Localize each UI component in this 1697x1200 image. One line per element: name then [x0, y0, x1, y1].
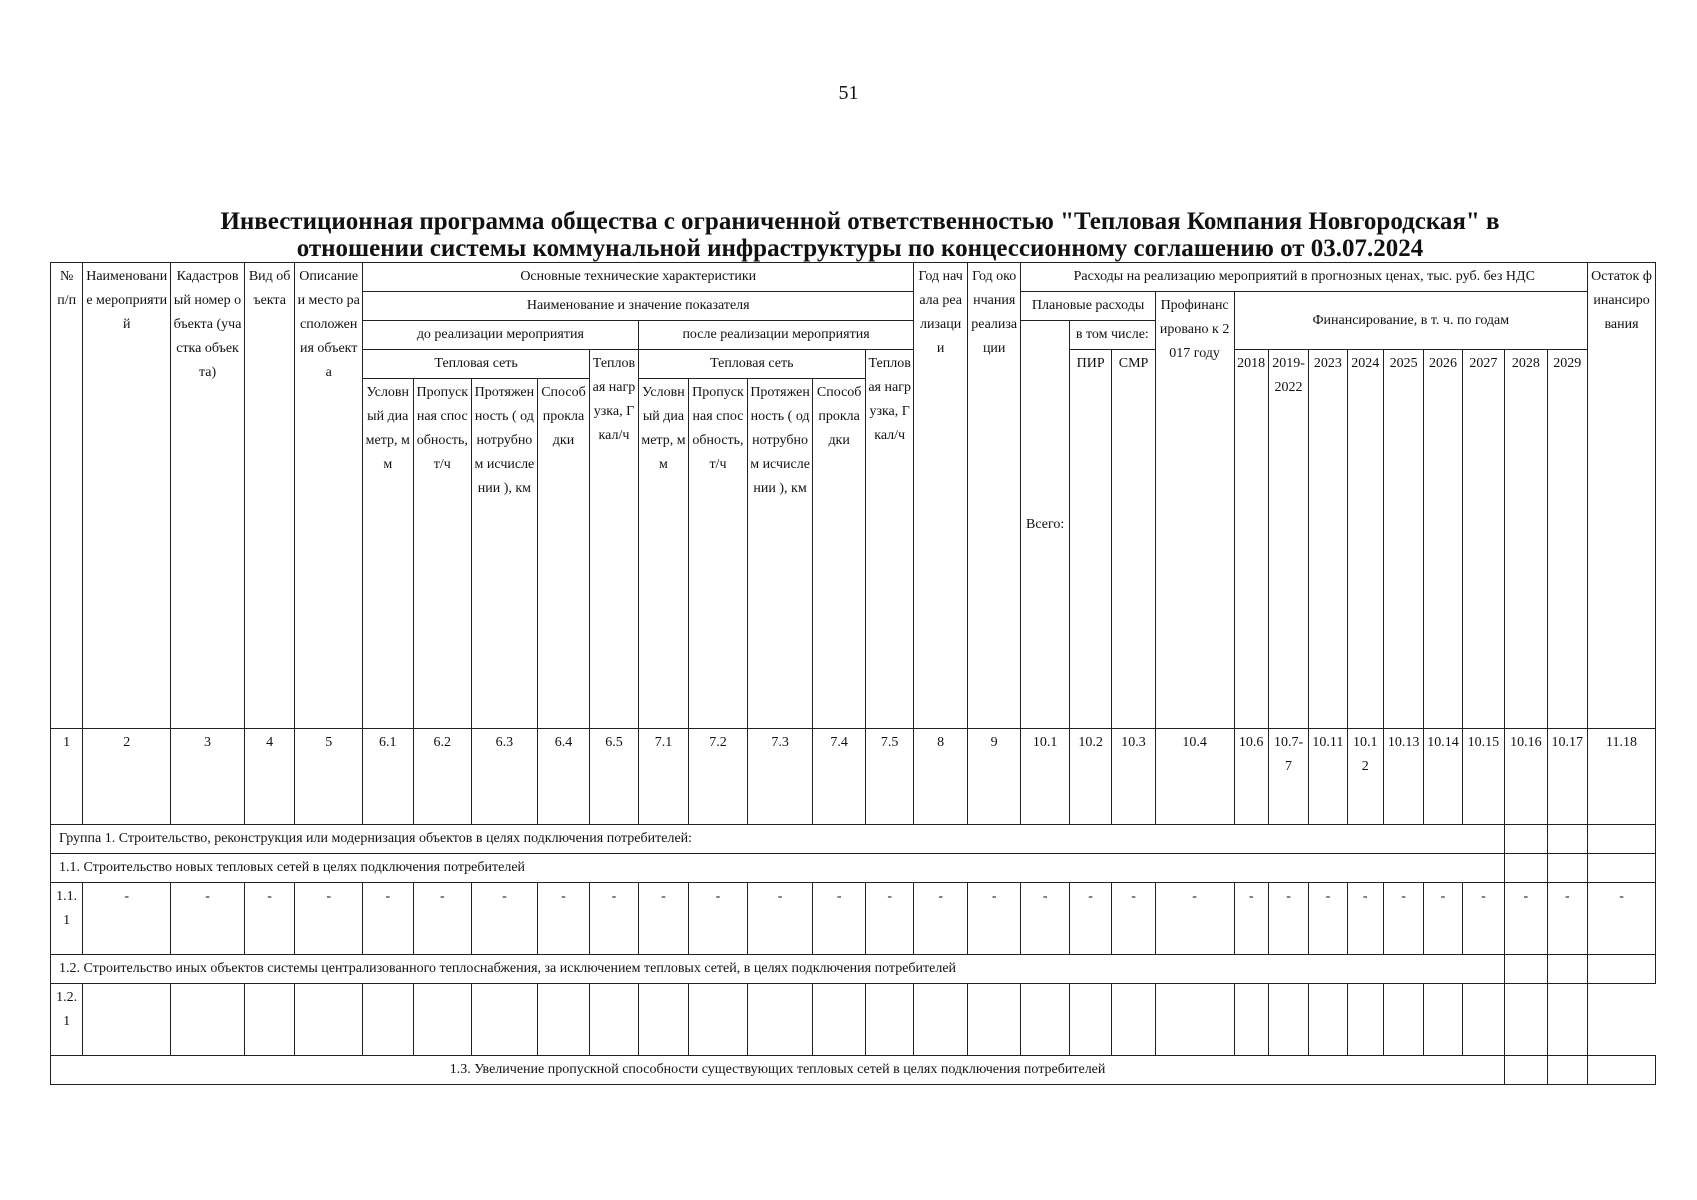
header-capacity-before: Пропускная способность, т/ч — [413, 379, 472, 729]
header-kind: Вид объекта — [244, 263, 294, 729]
empty-cell — [813, 984, 866, 1056]
row-1-1-1-cell: - — [1588, 883, 1656, 955]
header-method-after: Способ прокладки — [813, 379, 866, 729]
empty-cell — [1505, 984, 1547, 1056]
col-num-10-11: 10.11 — [1309, 729, 1347, 825]
empty-cell — [363, 984, 413, 1056]
empty-cell — [1021, 984, 1069, 1056]
col-num-6-1: 6.1 — [363, 729, 413, 825]
row-1-1-1-cell: - — [1069, 883, 1111, 955]
empty-cell — [83, 984, 171, 1056]
subsection-1-1-title: 1.1. Строительство новых тепловых сетей в целях подключения потребителей — [51, 854, 1505, 883]
col-num-6-4: 6.4 — [537, 729, 590, 825]
empty-cell — [1069, 984, 1111, 1056]
empty-cell — [1268, 984, 1308, 1056]
subsection-1-3-title: 1.3. Увеличение пропускной способности существующих тепловых сетей в целях подключения потребителей — [51, 1056, 1505, 1085]
header-year-2025: 2025 — [1383, 350, 1423, 729]
header-capacity-after: Пропускная способность, т/ч — [689, 379, 748, 729]
header-year-2028: 2028 — [1505, 350, 1547, 729]
row-1-1-1-cell: - — [1547, 883, 1588, 955]
empty-cell — [1505, 1056, 1547, 1085]
row-1-1-1-cell: - — [413, 883, 472, 955]
empty-cell — [1547, 825, 1588, 854]
row-1-1-1-cell: - — [244, 883, 294, 955]
subsection-1-1-row — [51, 854, 1656, 883]
col-num-11-18: 11.18 — [1588, 729, 1656, 825]
header-expenses: Расходы на реализацию мероприятий в прогнозных ценах, тыс. руб. без НДС — [1021, 263, 1588, 292]
col-num-6-2: 6.2 — [413, 729, 472, 825]
header-year-2026: 2026 — [1424, 350, 1462, 729]
col-num-10-1: 10.1 — [1021, 729, 1069, 825]
empty-cell — [1424, 984, 1462, 1056]
document-title — [110, 208, 1610, 262]
row-1-1-1-cell: - — [689, 883, 748, 955]
col-num-10-6: 10.6 — [1234, 729, 1268, 825]
row-1-1-1-cell: - — [638, 883, 688, 955]
header-pir: ПИР — [1069, 350, 1111, 729]
col-num-10-12: 10.12 — [1347, 729, 1383, 825]
col-num-6-5: 6.5 — [590, 729, 638, 825]
header-description: Описание и место расположения объекта — [295, 263, 363, 729]
empty-cell — [1588, 825, 1656, 854]
row-1-1-1-cell: - — [813, 883, 866, 955]
row-1-1-1-num: 1.1.1 — [51, 883, 83, 955]
empty-cell — [413, 984, 472, 1056]
header-indicator: Наименование и значение показателя — [363, 292, 914, 321]
empty-cell — [865, 984, 914, 1056]
subsection-1-2-title: 1.2. Строительство иных объектов системы централизованного теплоснабжения, за исключением тепловых сетей, в целях подключения потребителей — [51, 955, 1505, 984]
header-heat-load-after: Тепловая нагрузка, Гкал/ч — [865, 350, 914, 729]
col-num-10-2: 10.2 — [1069, 729, 1111, 825]
subsection-1-3-row — [51, 1056, 1656, 1085]
col-num-4: 4 — [244, 729, 294, 825]
header-total: Всего: — [1021, 321, 1069, 729]
header-after: после реализации мероприятия — [638, 321, 914, 350]
col-num-6-3: 6.3 — [472, 729, 538, 825]
row-1-1-1-cell: - — [590, 883, 638, 955]
empty-cell — [1347, 984, 1383, 1056]
col-num-5: 5 — [295, 729, 363, 825]
row-1-1-1-cell: - — [1268, 883, 1308, 955]
header-financed: Профинансировано к 2017 году — [1155, 292, 1234, 729]
col-num-7-4: 7.4 — [813, 729, 866, 825]
table-row-1-2-1 — [51, 984, 1656, 1056]
header-year-end: Год окончания реализации — [967, 263, 1021, 729]
investment-program-table — [50, 262, 1656, 1085]
header-num: № п/п — [51, 263, 83, 729]
col-num-1: 1 — [51, 729, 83, 825]
header-year-start: Год начала реализации — [914, 263, 968, 729]
row-1-1-1-cell: - — [967, 883, 1021, 955]
empty-cell — [1505, 854, 1547, 883]
header-before: до реализации мероприятия — [363, 321, 639, 350]
header-heat-network-after: Тепловая сеть — [638, 350, 865, 379]
empty-cell — [1505, 955, 1547, 984]
row-1-1-1-cell: - — [1347, 883, 1383, 955]
header-tech: Основные технические характеристики — [363, 263, 914, 292]
empty-cell — [638, 984, 688, 1056]
header-year-2019-2022: 2019-2022 — [1268, 350, 1308, 729]
row-1-1-1-cell: - — [1383, 883, 1423, 955]
empty-cell — [1547, 854, 1588, 883]
col-num-10-14: 10.14 — [1424, 729, 1462, 825]
empty-cell — [537, 984, 590, 1056]
empty-cell — [689, 984, 748, 1056]
empty-cell — [1383, 984, 1423, 1056]
col-num-10-16: 10.16 — [1505, 729, 1547, 825]
header-name: Наименование мероприятий — [83, 263, 171, 729]
header-financing: Финансирование, в т. ч. по годам — [1234, 292, 1588, 350]
header-year-2027: 2027 — [1462, 350, 1504, 729]
row-1-1-1-cell: - — [1309, 883, 1347, 955]
header-year-2023: 2023 — [1309, 350, 1347, 729]
col-num-10-3: 10.3 — [1112, 729, 1155, 825]
col-num-7-5: 7.5 — [865, 729, 914, 825]
row-1-1-1-cell: - — [1234, 883, 1268, 955]
header-length-before: Протяженность ( однотрубном исчислении ), км — [472, 379, 538, 729]
empty-cell — [171, 984, 245, 1056]
empty-cell — [295, 984, 363, 1056]
empty-cell — [1588, 1056, 1656, 1085]
header-year-2024: 2024 — [1347, 350, 1383, 729]
col-num-10-13: 10.13 — [1383, 729, 1423, 825]
col-num-7-3: 7.3 — [747, 729, 813, 825]
empty-cell — [1505, 825, 1547, 854]
col-num-2: 2 — [83, 729, 171, 825]
row-1-1-1-cell: - — [1462, 883, 1504, 955]
header-smr: СМР — [1112, 350, 1155, 729]
row-1-1-1-cell: - — [865, 883, 914, 955]
col-num-10-7-7: 10.7-7 — [1268, 729, 1308, 825]
empty-cell — [1547, 1056, 1588, 1085]
row-1-1-1-cell: - — [363, 883, 413, 955]
col-num-8: 8 — [914, 729, 968, 825]
row-1-1-1-cell: - — [1424, 883, 1462, 955]
empty-cell — [1309, 984, 1347, 1056]
col-num-10-4: 10.4 — [1155, 729, 1234, 825]
subsection-1-2-row — [51, 955, 1656, 984]
header-year-2018: 2018 — [1234, 350, 1268, 729]
row-1-1-1-cell: - — [1112, 883, 1155, 955]
row-1-1-1-cell: - — [537, 883, 590, 955]
row-1-1-1-cell: - — [171, 883, 245, 955]
header-heat-load-before: Тепловая нагрузка, Гкал/ч — [590, 350, 638, 729]
row-1-1-1-cell: - — [295, 883, 363, 955]
row-1-1-1-cell: - — [1021, 883, 1069, 955]
empty-cell — [967, 984, 1021, 1056]
empty-cell — [1588, 955, 1656, 984]
col-num-10-17: 10.17 — [1547, 729, 1588, 825]
empty-cell — [1588, 854, 1656, 883]
column-number-row — [51, 729, 1656, 825]
empty-cell — [1547, 984, 1588, 1056]
col-num-3: 3 — [171, 729, 245, 825]
row-1-1-1-cell: - — [1505, 883, 1547, 955]
table-row-1-1-1 — [51, 883, 1656, 955]
title-line-1: Инвестиционная программа общества с ограниченной ответственностью "Тепловая Компания Новгородская" в — [220, 208, 1500, 235]
row-1-2-1-num: 1.2.1 — [51, 984, 83, 1056]
title-line-2: отношении системы коммунальной инфраструктуры по концессионному соглашению от 03.07.2024 — [296, 235, 1424, 262]
header-year-2029: 2029 — [1547, 350, 1588, 729]
col-num-10-15: 10.15 — [1462, 729, 1504, 825]
empty-cell — [1112, 984, 1155, 1056]
empty-cell — [1547, 955, 1588, 984]
header-remainder: Остаток финансирования — [1588, 263, 1656, 729]
header-row-1 — [51, 263, 1656, 292]
header-diameter-before: Условный диаметр, мм — [363, 379, 413, 729]
group-1-row — [51, 825, 1656, 854]
row-1-1-1-cell: - — [83, 883, 171, 955]
empty-cell — [1234, 984, 1268, 1056]
empty-cell — [590, 984, 638, 1056]
col-num-7-1: 7.1 — [638, 729, 688, 825]
empty-cell — [1462, 984, 1504, 1056]
col-num-7-2: 7.2 — [689, 729, 748, 825]
header-length-after: Протяженность ( однотрубном исчислении ), км — [747, 379, 813, 729]
empty-cell — [244, 984, 294, 1056]
row-1-1-1-cell: - — [472, 883, 538, 955]
row-1-1-1-cell: - — [914, 883, 968, 955]
row-1-1-1-cell: - — [1155, 883, 1234, 955]
empty-cell — [472, 984, 538, 1056]
header-incl: в том числе: — [1069, 321, 1155, 350]
page-number: 51 — [838, 82, 859, 104]
empty-cell — [1155, 984, 1234, 1056]
group-1-title: Группа 1. Строительство, реконструкция или модернизация объектов в целях подключения потребителей: — [51, 825, 1505, 854]
header-heat-network-before: Тепловая сеть — [363, 350, 590, 379]
empty-cell — [747, 984, 813, 1056]
header-cadastral: Кадастровый номер объекта (участка объекта) — [171, 263, 245, 729]
header-planned: Плановые расходы — [1021, 292, 1155, 321]
col-num-9: 9 — [967, 729, 1021, 825]
empty-cell — [914, 984, 968, 1056]
row-1-1-1-cell: - — [747, 883, 813, 955]
header-method-before: Способ прокладки — [537, 379, 590, 729]
header-diameter-after: Условный диаметр, мм — [638, 379, 688, 729]
